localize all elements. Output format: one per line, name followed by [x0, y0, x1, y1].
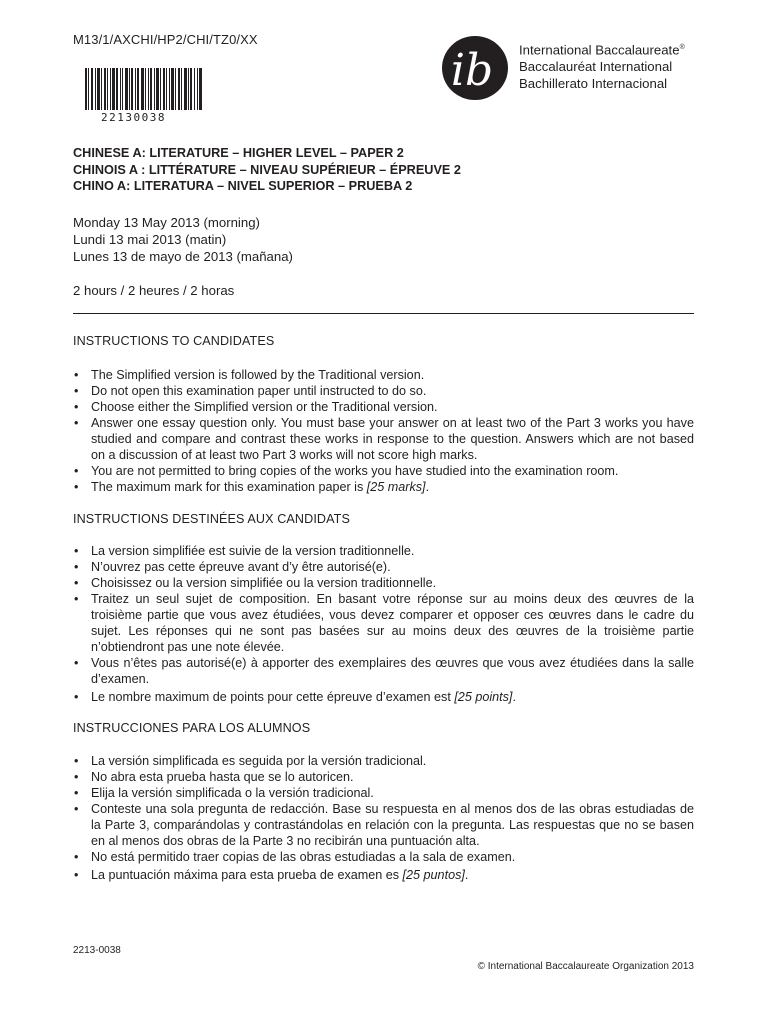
date-en: Monday 13 May 2013 (morning): [73, 215, 260, 230]
list-item: [73, 479, 694, 495]
exam-dates: [73, 214, 293, 265]
ib-logo-icon: [441, 35, 509, 101]
footer-code: 2213-0038: [73, 945, 121, 956]
list-item: [73, 867, 694, 883]
list-item: • N’ouvrez pas cette épreuve avant d’y être autorisé(e).: [73, 559, 694, 575]
list-item: • No abra esta prueba hasta que se lo autoricen.: [73, 769, 694, 785]
registered-mark: ®: [679, 44, 685, 51]
date-es: Lunes 13 de mayo de 2013 (mañana): [73, 249, 293, 264]
list-item: • No está permitido traer copias de las obras estudiadas a la sala de examen.: [73, 849, 694, 865]
title-es: CHINO A: LITERATURA – NIVEL SUPERIOR – PRUEBA 2: [73, 179, 413, 193]
title-fr: CHINOIS A : LITTÉRATURE – NIVEAU SUPÉRIEUR – ÉPREUVE 2: [73, 162, 461, 177]
list-item-text: Le nombre maximum de points pour cette épreuve d’examen est: [91, 690, 455, 704]
list-item-end: .: [425, 480, 430, 494]
list-item: • You are not permitted to bring copies of the works you have studied into the examination room.: [73, 463, 694, 479]
instructions-list-es: [73, 753, 694, 883]
list-item: • La version simplifiée est suivie de la version traditionnelle.: [73, 543, 694, 559]
list-item: • La versión simplificada es seguida por la versión tradicional.: [73, 753, 694, 769]
max-points: [25 points]: [454, 690, 513, 704]
instructions-heading-es: INSTRUCCIONES PARA LOS ALUMNOS: [73, 721, 311, 735]
list-item: • Answer one essay question only. You must base your answer on at least two of the Part 3 works you have studied and compare and contrast these works in response to the question. Answers which are not based on a discussion of at least two Part 3 works will not score high marks.: [73, 415, 694, 463]
paper-titles: [73, 145, 461, 195]
list-item: • Choisissez ou la version simplifiée ou la version traditionnelle.: [73, 575, 694, 591]
list-item-end: .: [464, 868, 469, 882]
instructions-heading-fr: INSTRUCTIONS DESTINÉES AUX CANDIDATS: [73, 512, 350, 526]
max-marks: [25 marks]: [366, 480, 426, 494]
max-puntos: [25 puntos]: [402, 868, 465, 882]
list-item: • Vous n’êtes pas autorisé(e) à apporter des exemplaires des œuvres que vous avez étudiées dans la salle d’examen.: [73, 655, 694, 687]
date-fr: Lundi 13 mai 2013 (matin): [73, 232, 227, 247]
copyright-notice: © International Baccalaureate Organization 2013: [477, 961, 694, 972]
exam-duration: 2 hours / 2 heures / 2 horas: [73, 283, 235, 298]
barcode: [85, 68, 202, 110]
list-item-end: .: [512, 690, 516, 704]
list-item: • Elija la versión simplificada o la versión tradicional.: [73, 785, 694, 801]
barcode-number: 22130038: [101, 111, 166, 124]
org-name-fr: Baccalauréat International: [519, 59, 673, 75]
list-item: • Do not open this examination paper until instructed to do so.: [73, 383, 694, 399]
org-names: [519, 39, 685, 92]
ib-logo-letters: ib: [450, 45, 494, 96]
instructions-list-fr: [73, 543, 694, 705]
instructions-list-en: [73, 367, 694, 495]
list-item: • The Simplified version is followed by the Traditional version.: [73, 367, 694, 383]
list-item-text: La puntuación máxima para esta prueba de examen es: [91, 868, 403, 882]
divider: [73, 313, 694, 314]
list-item: • Choose either the Simplified version or the Traditional version.: [73, 399, 694, 415]
list-item: • Conteste una sola pregunta de redacción. Base su respuesta en al menos dos de las obras estudiadas de la Parte 3, comparándolas y contrastándolas en relación con la pregunta. Las respuestas que no se basen en al menos dos obras de la Parte 3 no recibirán una puntuación alta.: [73, 801, 694, 849]
title-en: CHINESE A: LITERATURE – HIGHER LEVEL – PAPER 2: [73, 146, 404, 160]
paper-code: M13/1/AXCHI/HP2/CHI/TZ0/XX: [73, 32, 258, 47]
instructions-heading-en: INSTRUCTIONS TO CANDIDATES: [73, 334, 275, 348]
list-item: • Traitez un seul sujet de composition. En basant votre réponse sur au moins deux des œuvres de la troisième partie que vous avez étudiées, vous devez comparer et opposer ces œuvres dans le cadre du sujet. Les réponses qui ne sont pas basées sur au moins deux des œuvres de la troisième partie n’obtiendront pas une note élevée.: [73, 591, 694, 655]
list-item: [73, 689, 694, 705]
list-item-text: The maximum mark for this examination paper is: [91, 480, 367, 494]
org-name-es: Bachillerato Internacional: [519, 76, 668, 92]
org-name-en: International Baccalaureate: [519, 42, 680, 58]
